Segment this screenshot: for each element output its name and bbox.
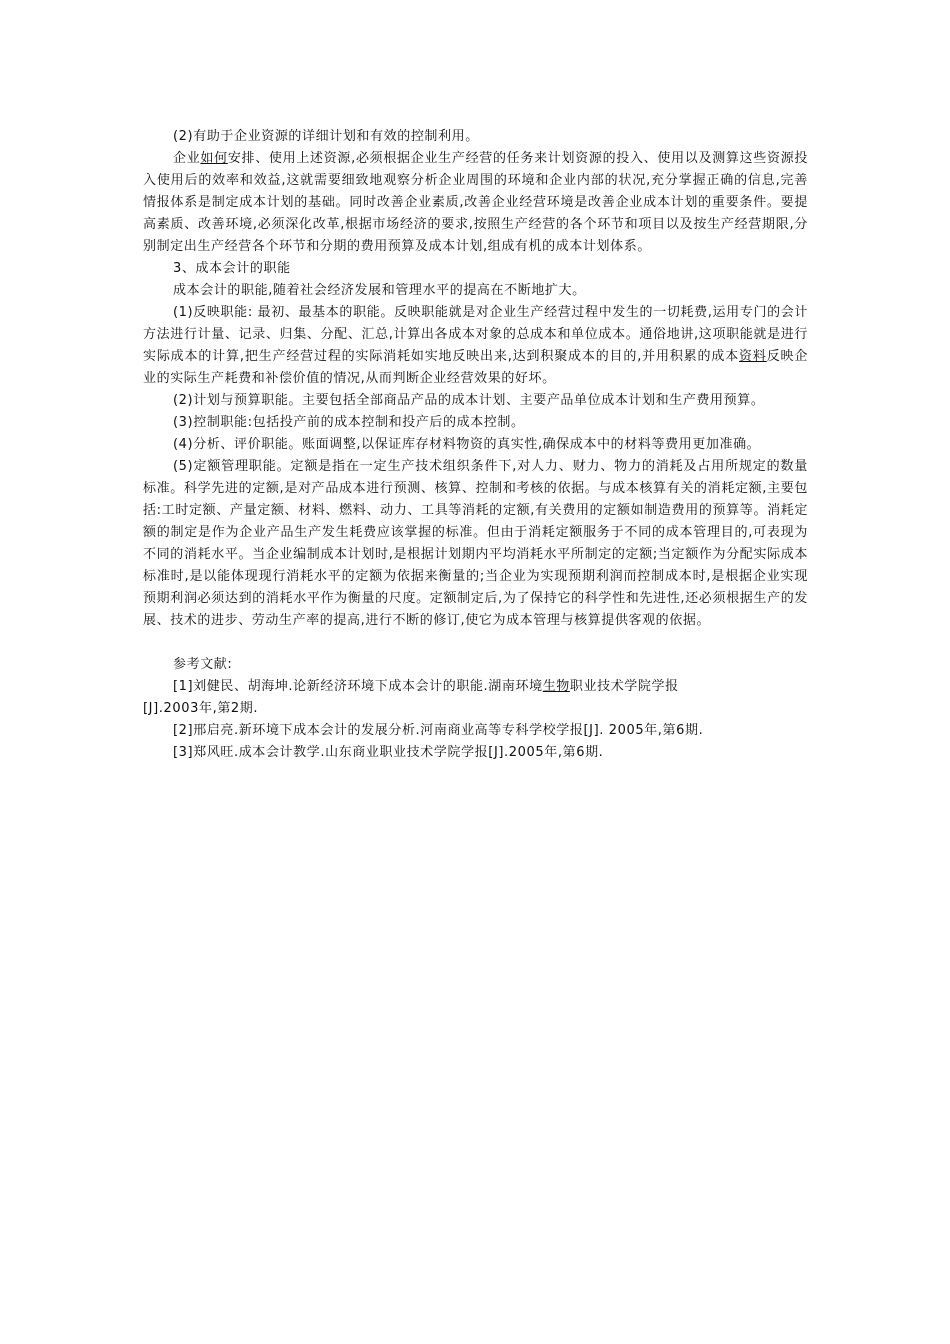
hyperlink-ruhe[interactable]: 如何 — [200, 151, 228, 166]
references-section — [143, 654, 808, 764]
paragraph-control-function: (3)控制职能:包括投产前的成本控制和投产后的成本控制。 — [173, 415, 525, 430]
paragraph-text: 反映企业的实际生产耗费和补偿价值的情况,从而判断企业经营效果的好坏。 — [143, 349, 808, 386]
reference-item-3: [3]郑风旺.成本会计教学.山东商业职业技术学院学报[J].2005年,第6期. — [173, 745, 604, 760]
document-page — [143, 126, 808, 764]
paragraph-quota-function: (5)定额管理职能。定额是指在一定生产技术组织条件下,对人力、财力、物力的消耗及占用所规定的数量标准。科学先进的定额,是对产品成本进行预测、核算、控制和考核的依据。与成本核算有关的消耗定额,主要包括:工时定额、产量定额、材料、燃料、动力、工具等消耗的定额,有关费用的定额如制造费用的预算等。消耗定额的制定是作为企业产品生产发生耗费应该掌握的标准。但由于消耗定额服务于不同的成本管理目的,可表现为不同的消耗水平。当企业编制成本计划时,是根据计划期内平均消耗水平所制定的定额;当定额作为分配实际成本标准时,是以能体现现行消耗水平的定额为依据来衡量的;当企业为实现预期利润而控制成本时,是根据企业实现预期利润必须达到的消耗水平作为衡量的尺度。定额制定后,为了保持它的科学性和先进性,还必须根据生产的发展、技术的进步、劳动生产率的提高,进行不断的修订,使它为成本管理与核算提供客观的依据。 — [143, 459, 808, 628]
references-heading: 参考文献: — [173, 657, 233, 672]
paragraph-text: 安排、使用上述资源,必须根据企业生产经营的任务来计划资源的投入、使用以及测算这些资源投入使用后的效率和效益,这就需要细致地观察分析企业周围的环境和企业内部的状况,充分掌握正确的信息,完善情报体系是制定成本计划的基础。同时改善企业素质,改善企业经营环境是改善企业成本计划的重要条件。要提高素质、改善环境,必须深化改革,根据市场经济的要求,按照生产经营的各个环节和项目以及按生产经营期限,分别制定出生产经营各个环节和分期的费用预算及成本计划,组成有机的成本计划体系。 — [143, 151, 808, 254]
paragraph-planning-function: (2)计划与预算职能。主要包括全部商品产品的成本计划、主要产品单位成本计划和生产费用预算。 — [173, 393, 765, 408]
paragraph-text: 企业 — [173, 151, 201, 166]
paragraph-analysis-function: (4)分析、评价职能。账面调整,以保证库存材料物资的真实性,确保成本中的材料等费用更加准确。 — [173, 437, 761, 452]
reference-item-1 — [143, 676, 808, 698]
hyperlink-ziliao[interactable]: 资料 — [739, 349, 767, 364]
hyperlink-shengwu[interactable]: 生物 — [542, 679, 570, 694]
reference-text: [1]刘健民、胡海坤.论新经济环境下成本会计的职能.湖南环境 — [173, 679, 543, 694]
paragraph-functions-intro: 成本会计的职能,随着社会经济发展和管理水平的提高在不断地扩大。 — [173, 283, 586, 298]
paragraph-reflection-function — [143, 302, 808, 390]
reference-text: 职业技术学院学报 — [569, 679, 679, 694]
reference-item-2: [2]邢启亮.新环境下成本会计的发展分析.河南商业高等专科学校学报[J]. 2005年,第6期. — [173, 723, 704, 738]
paragraph-resource-usage — [143, 148, 808, 258]
paragraph-resource-planning-heading: (2)有助于企业资源的详细计划和有效的控制利用。 — [173, 129, 479, 144]
reference-item-1-continuation: [J].2003年,第2期. — [143, 701, 259, 716]
section-title-cost-accounting-functions: 3、成本会计的职能 — [173, 261, 291, 276]
paragraph-text: (1)反映职能: 最初、最基本的职能。反映职能就是对企业生产经营过程中发生的一切耗费,运用专门的会计方法进行计量、记录、归集、分配、汇总,计算出各成本对象的总成本和单位成本。通俗地讲,这项职能就是进行实际成本的计算,把生产经营过程的实际消耗如实地反映出来,达到积聚成本的目的,并用积累的成本 — [143, 305, 808, 364]
